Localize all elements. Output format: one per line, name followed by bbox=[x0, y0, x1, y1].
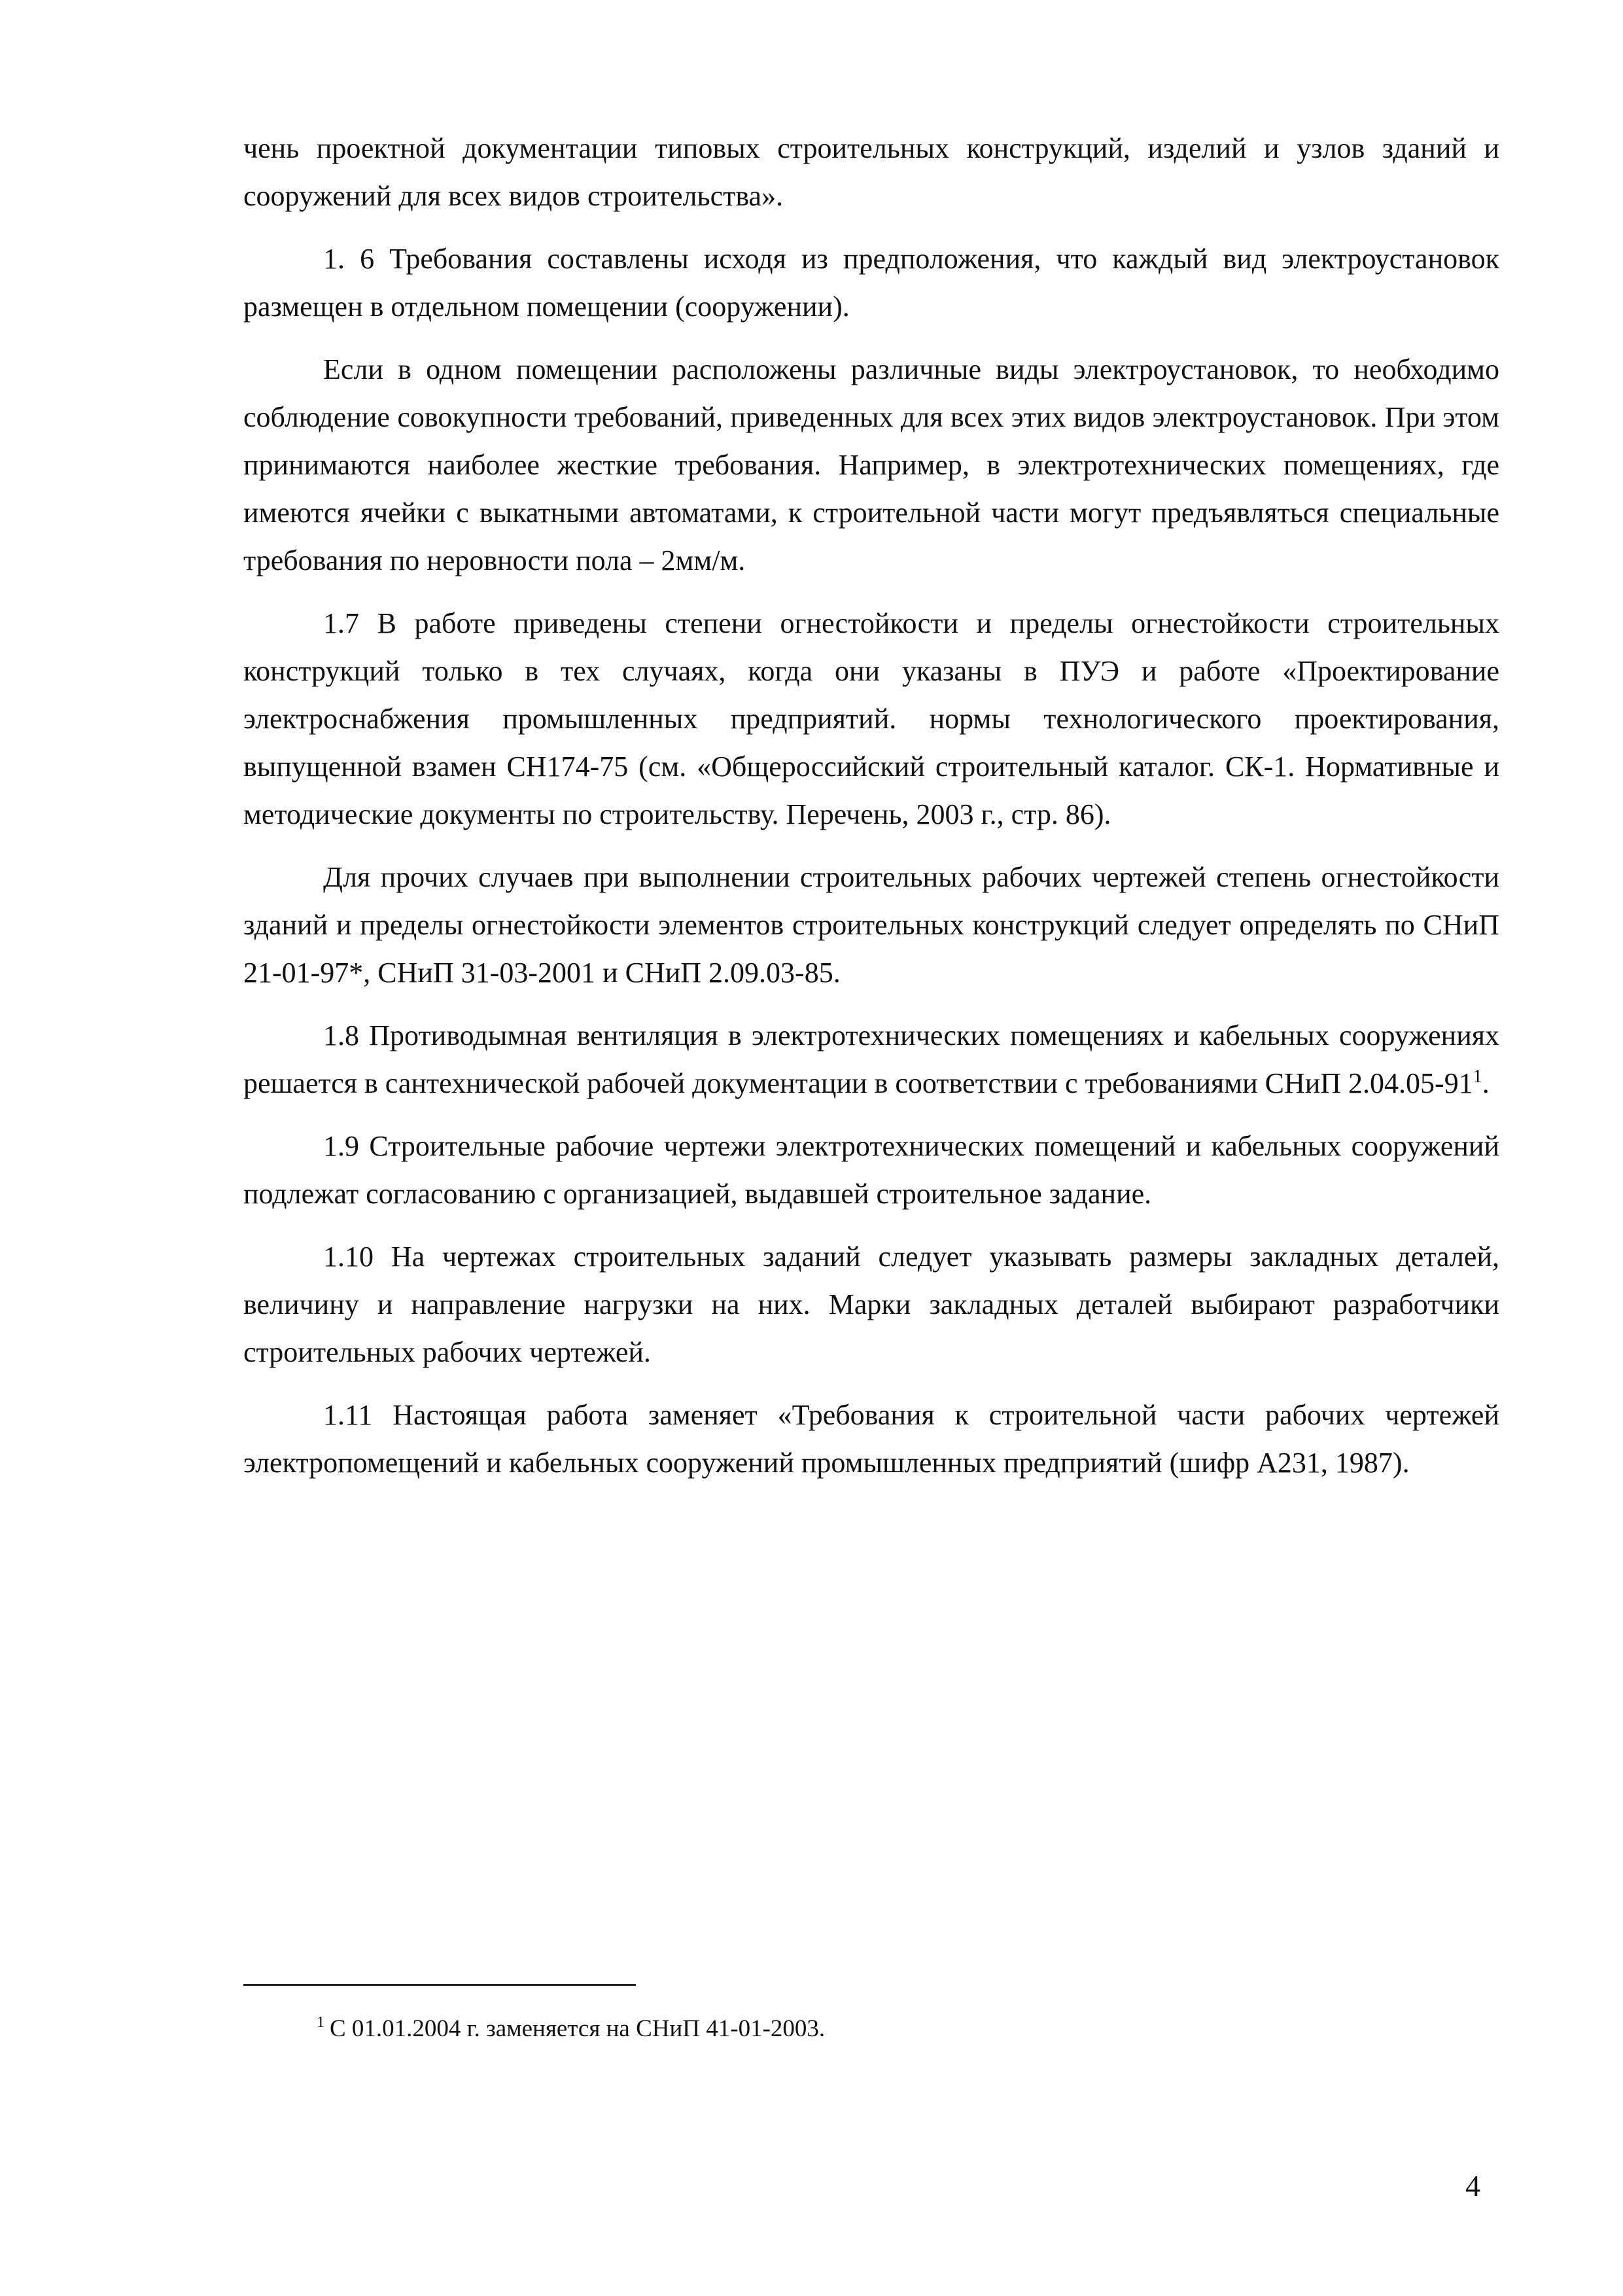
footnote-marker: 1 bbox=[317, 2014, 324, 2031]
footnote-text: С 01.01.2004 г. заменяется на СНиП 41-01-2003. bbox=[330, 2015, 826, 2042]
paragraph-1-11: 1.11 Настоящая работа заменяет «Требования к строительной части рабочих чертежей электропомещений и кабельных сооружений промышленных предприятий (шифр А231, 1987). bbox=[243, 1399, 1499, 1479]
page-number: 4 bbox=[1465, 2169, 1480, 2202]
paragraph-1-8-tail: . bbox=[1482, 1067, 1490, 1099]
paragraph-1-10: 1.10 На чертежах строительных заданий следует указывать размеры закладных деталей, величину и направление нагрузки на них. Марки закладных деталей выбирают разработчики строительных рабочих чертежей. bbox=[243, 1241, 1499, 1368]
paragraph-1-7: 1.7 В работе приведены степени огнестойкости и пределы огнестойкости строительных конструкций только в тех случаях, когда они указаны в ПУЭ и работе «Проектирование электроснабжения промышленных предприятий. нормы технологического проектирования, выпущенной взамен СН174-75 (см. «Общероссийский строительный каталог. СК-1. Нормативные и методические документы по строительству. Перечень, 2003 г., стр. 86). bbox=[243, 607, 1499, 830]
paragraph-multiple-installations: Если в одном помещении расположены различные виды электроустановок, то необходимо соблюдение совокупности требований, приведенных для всех этих видов электроустановок. При этом принимаются наиболее жесткие требования. Например, в электротехнических помещениях, где имеются ячейки с выкатными автоматами, к строительной части могут предъявляться специальные требования по неровности пола – 2мм/м. bbox=[243, 353, 1499, 576]
paragraph-1-8 bbox=[243, 1012, 1499, 1107]
footnote-reference[interactable]: 1 bbox=[1473, 1067, 1482, 1087]
footnote-divider bbox=[243, 1984, 636, 1986]
footnote bbox=[317, 2013, 1232, 2045]
paragraph-other-cases: Для прочих случаев при выполнении строительных рабочих чертежей степень огнестойкости зданий и пределы огнестойкости элементов строительных конструкций следует определять по СНиП 21-01-97*, СНиП 31-03-2001 и СНиП 2.09.03-85. bbox=[243, 861, 1499, 989]
paragraph-1-6: 1. 6 Требования составлены исходя из предположения, что каждый вид электроустановок размещен в отдельном помещении (сооружении). bbox=[243, 243, 1499, 323]
paragraph-1-9: 1.9 Строительные рабочие чертежи электротехнических помещений и кабельных сооружений подлежат согласованию с организацией, выдавшей строительное задание. bbox=[243, 1130, 1499, 1210]
paragraph-continued-list: чень проектной документации типовых строительных конструкций, изделий и узлов зданий и сооружений для всех видов строительства». bbox=[243, 132, 1499, 212]
paragraph-1-8-text: 1.8 Противодымная вентиляция в электротехнических помещениях и кабельных сооружениях решается в сантехнической рабочей документации в соответствии с требованиями СНиП 2.04.05-91 bbox=[243, 1019, 1499, 1099]
page-body bbox=[243, 124, 1499, 1487]
